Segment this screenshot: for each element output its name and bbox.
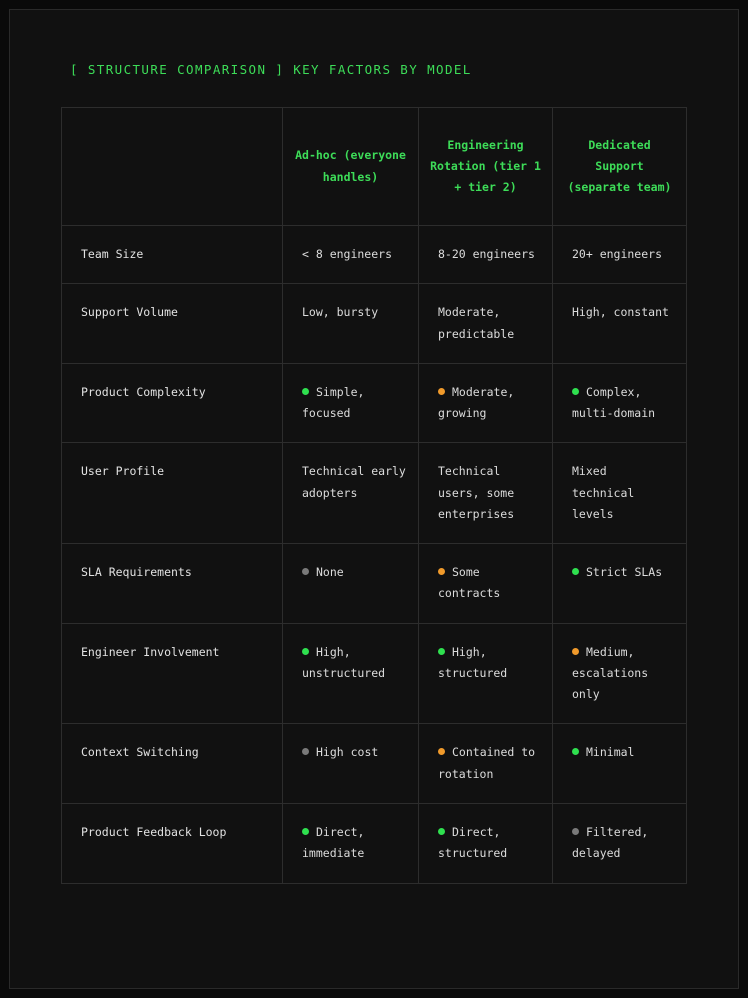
table-cell bbox=[419, 803, 553, 883]
row-factor-label: Support Volume bbox=[62, 284, 283, 364]
table-cell bbox=[419, 544, 553, 624]
table-cell-text: Moderate, growing bbox=[438, 384, 515, 421]
table-cell-text: Mixed technical levels bbox=[572, 464, 635, 521]
table-cell bbox=[553, 544, 687, 624]
status-dot-green-icon bbox=[572, 388, 579, 395]
status-dot-green-icon bbox=[572, 568, 579, 575]
status-dot-green-icon bbox=[438, 828, 445, 835]
column-header-label: Ad-hoc (everyone handles) bbox=[295, 148, 406, 184]
table-cell bbox=[419, 623, 553, 724]
table-row bbox=[62, 443, 687, 544]
row-factor-label: Context Switching bbox=[62, 724, 283, 804]
table-row bbox=[62, 803, 687, 883]
row-factor-label: Team Size bbox=[62, 226, 283, 284]
table-cell-text: Direct, structured bbox=[438, 824, 508, 861]
table-cell-text: High cost bbox=[316, 745, 379, 760]
table-row bbox=[62, 544, 687, 624]
table-body bbox=[62, 226, 687, 884]
column-header-label: Dedicated Support (separate team) bbox=[567, 137, 672, 195]
row-factor-label: Engineer Involvement bbox=[62, 623, 283, 724]
table-cell-text: None bbox=[316, 565, 344, 580]
table-cell bbox=[283, 363, 419, 443]
table-cell-text: Minimal bbox=[586, 745, 635, 760]
table-cell bbox=[419, 226, 553, 284]
row-factor-label: Product Feedback Loop bbox=[62, 803, 283, 883]
column-header-ad-hoc bbox=[283, 108, 419, 226]
table-cell-text: Technical early adopters bbox=[302, 464, 406, 500]
table-cell bbox=[283, 443, 419, 544]
table-corner-cell bbox=[62, 108, 283, 226]
table-cell-text: High, structured bbox=[438, 644, 508, 680]
title-bracket-close: ] bbox=[275, 62, 285, 77]
table-cell bbox=[419, 724, 553, 804]
table-cell bbox=[283, 623, 419, 724]
column-header-label: Engineering Rotation (tier 1 + tier 2) bbox=[430, 137, 541, 195]
status-dot-green-icon bbox=[302, 388, 309, 395]
table-row bbox=[62, 284, 687, 364]
table-cell-text: Simple, focused bbox=[302, 384, 365, 421]
row-factor-label: SLA Requirements bbox=[62, 544, 283, 624]
table-cell bbox=[553, 803, 687, 883]
table-cell bbox=[419, 284, 553, 364]
table-cell bbox=[553, 724, 687, 804]
table-cell-text: Low, bursty bbox=[302, 305, 379, 320]
table-cell-text: < 8 engineers bbox=[302, 247, 393, 261]
table-row bbox=[62, 623, 687, 724]
table-cell bbox=[553, 226, 687, 284]
status-dot-green-icon bbox=[572, 748, 579, 755]
table-cell-text: Filtered, delayed bbox=[572, 824, 649, 861]
status-dot-orange-icon bbox=[438, 568, 445, 575]
table-cell-text: Some contracts bbox=[438, 565, 501, 601]
table-cell-text: Strict SLAs bbox=[586, 565, 663, 580]
table-header-row bbox=[62, 108, 687, 226]
table-cell-text: 8-20 engineers bbox=[438, 247, 535, 261]
status-dot-green-icon bbox=[302, 648, 309, 655]
table-cell bbox=[553, 363, 687, 443]
status-dot-gray-icon bbox=[302, 568, 309, 575]
status-dot-green-icon bbox=[438, 648, 445, 655]
table-head bbox=[62, 108, 687, 226]
content-frame bbox=[9, 9, 739, 989]
status-dot-gray-icon bbox=[572, 828, 579, 835]
table-cell-text: Complex, multi-domain bbox=[572, 384, 656, 421]
table-cell-text: High, constant bbox=[572, 305, 669, 320]
table-cell bbox=[283, 284, 419, 364]
table-cell bbox=[419, 363, 553, 443]
table-cell-text: Moderate, predictable bbox=[438, 305, 515, 341]
comparison-table bbox=[61, 107, 687, 884]
column-header-engineering-rotation bbox=[419, 108, 553, 226]
table-cell bbox=[283, 803, 419, 883]
status-dot-orange-icon bbox=[438, 748, 445, 755]
table-cell-text: Technical users, some enterprises bbox=[438, 464, 515, 521]
table-cell bbox=[553, 284, 687, 364]
table-cell bbox=[553, 443, 687, 544]
title-bracket-open: [ bbox=[70, 62, 79, 77]
table-cell-text: Contained to rotation bbox=[438, 745, 536, 781]
status-dot-green-icon bbox=[302, 828, 309, 835]
title-main: KEY FACTORS BY MODEL bbox=[293, 62, 472, 77]
table-cell bbox=[419, 443, 553, 544]
table-cell bbox=[283, 226, 419, 284]
column-header-dedicated-support bbox=[553, 108, 687, 226]
status-dot-orange-icon bbox=[438, 388, 445, 395]
table-cell bbox=[283, 544, 419, 624]
table-cell-text: 20+ engineers bbox=[572, 247, 663, 261]
table-cell bbox=[283, 724, 419, 804]
table-row bbox=[62, 363, 687, 443]
title-tag: STRUCTURE COMPARISON bbox=[87, 62, 267, 77]
status-dot-orange-icon bbox=[572, 648, 579, 655]
table-cell-text: Direct, immediate bbox=[302, 824, 365, 861]
page-title bbox=[70, 62, 687, 77]
row-factor-label: Product Complexity bbox=[62, 363, 283, 443]
row-factor-label: User Profile bbox=[62, 443, 283, 544]
table-row bbox=[62, 724, 687, 804]
table-cell bbox=[553, 623, 687, 724]
table-cell-text: Medium, escalations only bbox=[572, 644, 649, 702]
status-dot-gray-icon bbox=[302, 748, 309, 755]
table-row bbox=[62, 226, 687, 284]
table-cell-text: High, unstructured bbox=[302, 644, 386, 680]
